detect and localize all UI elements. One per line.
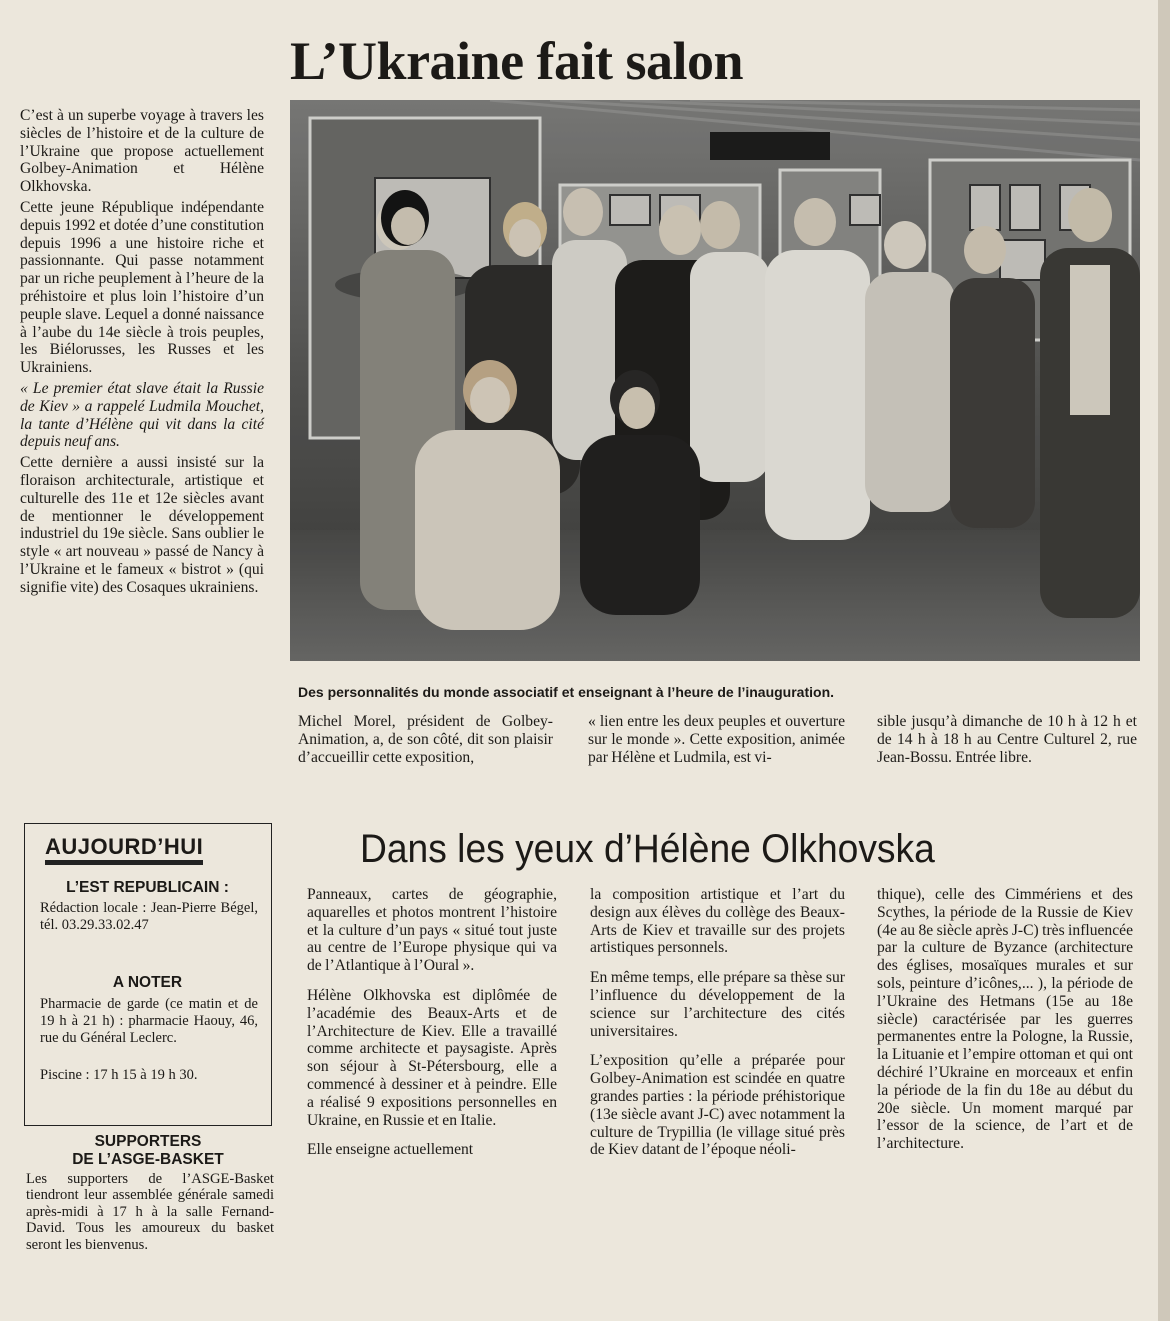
photo-column-2 bbox=[588, 713, 845, 766]
article2-column-2 bbox=[590, 886, 845, 1162]
article2-col1-paragraph-2: Hélène Olkhovska est diplômée de l’académie des Beaux-Arts et de l’Architecture de Kiev. Elle a travaillé comme architecte et paysagiste. Après son séjour à St-Pétersbourg, elle a commencé à dessiner et à peindre. Elle a réalisé 9 expositions personnelles en Ukraine, en Russie et en Italie. bbox=[307, 986, 557, 1129]
supporters-text: Les supporters de l’ASGE-Basket tiendront leur assemblée générale samedi après-midi à 17 h à la salle Fernand-David. Tous les amoureux du basket seront les bienvenus. bbox=[26, 1171, 274, 1253]
group-photo-illustration bbox=[290, 100, 1140, 661]
box-section1-title: L’EST REPUBLICAIN : bbox=[66, 879, 229, 896]
article2-col2-paragraph-1: la composition artistique et l’art du design aux élèves du collège des Beaux-Arts de Kiev et travaille sur des projets artistiques personnels. bbox=[590, 886, 845, 957]
article2-col2-paragraph-2: En même temps, elle prépare sa thèse sur l’influence du développement de la science sur l’architecture des cités universitaires. bbox=[590, 969, 845, 1040]
article2-column-1 bbox=[307, 886, 557, 1162]
left-column-text bbox=[20, 107, 264, 600]
headline-2: Dans les yeux d’Hélène Olkhovska bbox=[360, 827, 935, 871]
headline: L’Ukraine fait salon bbox=[290, 31, 744, 91]
article2-col1-paragraph-3: Elle enseigne actuellement bbox=[307, 1141, 474, 1159]
aujourdhui-box bbox=[24, 823, 272, 1126]
left-paragraph-3: « Le premier état slave était la Russie de Kiev » a rappelé Ludmila Mouchet, la tante d’Hélène qui vit dans la cité depuis neuf ans. bbox=[20, 379, 264, 451]
box-section1-text: Rédaction locale : Jean-Pierre Bégel, tél. 03.29.33.02.47 bbox=[40, 900, 258, 933]
box-section2-title: A NOTER bbox=[112, 974, 183, 991]
photo-column-1: Michel Morel, président de Golbey-Animation, a, de son côté, dit son plaisir d’accueillir cette exposition, bbox=[298, 713, 553, 766]
box-title: AUJOURD’HUI bbox=[45, 834, 203, 865]
supporters-title-2: DE L’ASGE-BASKET bbox=[72, 1151, 224, 1168]
photo-column-2-text: « lien entre les deux peuples et ouverture sur le monde ». Cette exposition, animée par Hélène et Ludmila, est vi- bbox=[588, 713, 845, 766]
supporters-title-1: SUPPORTERS bbox=[94, 1133, 202, 1150]
article2-col3-paragraph-1: thique), celle des Cimmériens et des Scythes, la période de la Russie de Kiev (4e au 8e siècle après J-C) très influencée par la culture de Byzance (architecture des églises, mosaïques murales et sur sols, peinture d’icônes,... ), la période de l’Ukraine des Hetmans (15e au 18e siècle) caractérisée par les guerres permanentes entre la Pologne, la Russie, la Lituanie et l’empire ottoman et qui ont déchiré l’Ukraine en morceaux et enfin la période de la fin du 18e au début du 20e siècle. Un moment marqué par l’essor de la science, de l’art et de l’architecture. bbox=[877, 886, 1133, 1153]
article2-col1-paragraph-1: Panneaux, cartes de géographie, aquarelles et photos montrent l’histoire et la culture d’un pays « situé tout juste au centre de l’Europe physique qui va de l’Atlantique à l’Oural ». bbox=[307, 886, 557, 975]
article2-column-3 bbox=[877, 886, 1133, 1156]
photo-caption: Des personnalités du monde associatif et enseignant à l’heure de l’inauguration. bbox=[298, 684, 835, 700]
left-paragraph-2: Cette jeune République indépendante depuis 1992 et dotée d’une constitution depuis 1996 a une histoire riche et passionnante. Qui passe notamment par un riche peuplement à l’heure de la préhistoire et plus loin l’histoire d’un peuple slave. Lequel a donné naissance à l’aube du 14e siècle à trois peuples, les Biélorusses, les Russes et les Ukrainiens. bbox=[20, 198, 264, 377]
box-section2-extra: Piscine : 17 h 15 à 19 h 30. bbox=[40, 1067, 198, 1083]
group-photo bbox=[290, 100, 1140, 661]
article2-col2-paragraph-3: L’exposition qu’elle a préparée pour Golbey-Animation est scindée en quatre grandes parties : la période préhistorique (13e siècle avant J-C) avec notamment la culture de Trypillia (le village situé près de Kiev datant de l’époque néoli- bbox=[590, 1052, 845, 1159]
box-section2-text: Pharmacie de garde (ce matin et de 19 h à 21 h) : pharmacie Haouy, 46, rue du Général Leclerc. bbox=[40, 996, 258, 1046]
left-paragraph-4: Cette dernière a aussi insisté sur la floraison architecturale, artistique et culturelle des 11e et 12e siècles avant de mentionner le développement industriel du 19e siècle. Sans oublier le style « art nouveau » passé de Nancy à l’Ukraine et le fameux « bistrot » (qui signifie vite) des Cosaques ukrainiens. bbox=[20, 454, 264, 596]
left-paragraph-1: C’est à un superbe voyage à travers les siècles de l’histoire et de la culture de l’Ukraine que propose actuellement Golbey-Animation et Hélène Olkhovska. bbox=[20, 107, 264, 196]
page-edge bbox=[1158, 0, 1170, 1321]
photo-column-3: sible jusqu’à dimanche de 10 h à 12 h et de 14 h à 18 h au Centre Culturel 2, rue Jean-Bossu. Entrée libre. bbox=[877, 713, 1137, 766]
